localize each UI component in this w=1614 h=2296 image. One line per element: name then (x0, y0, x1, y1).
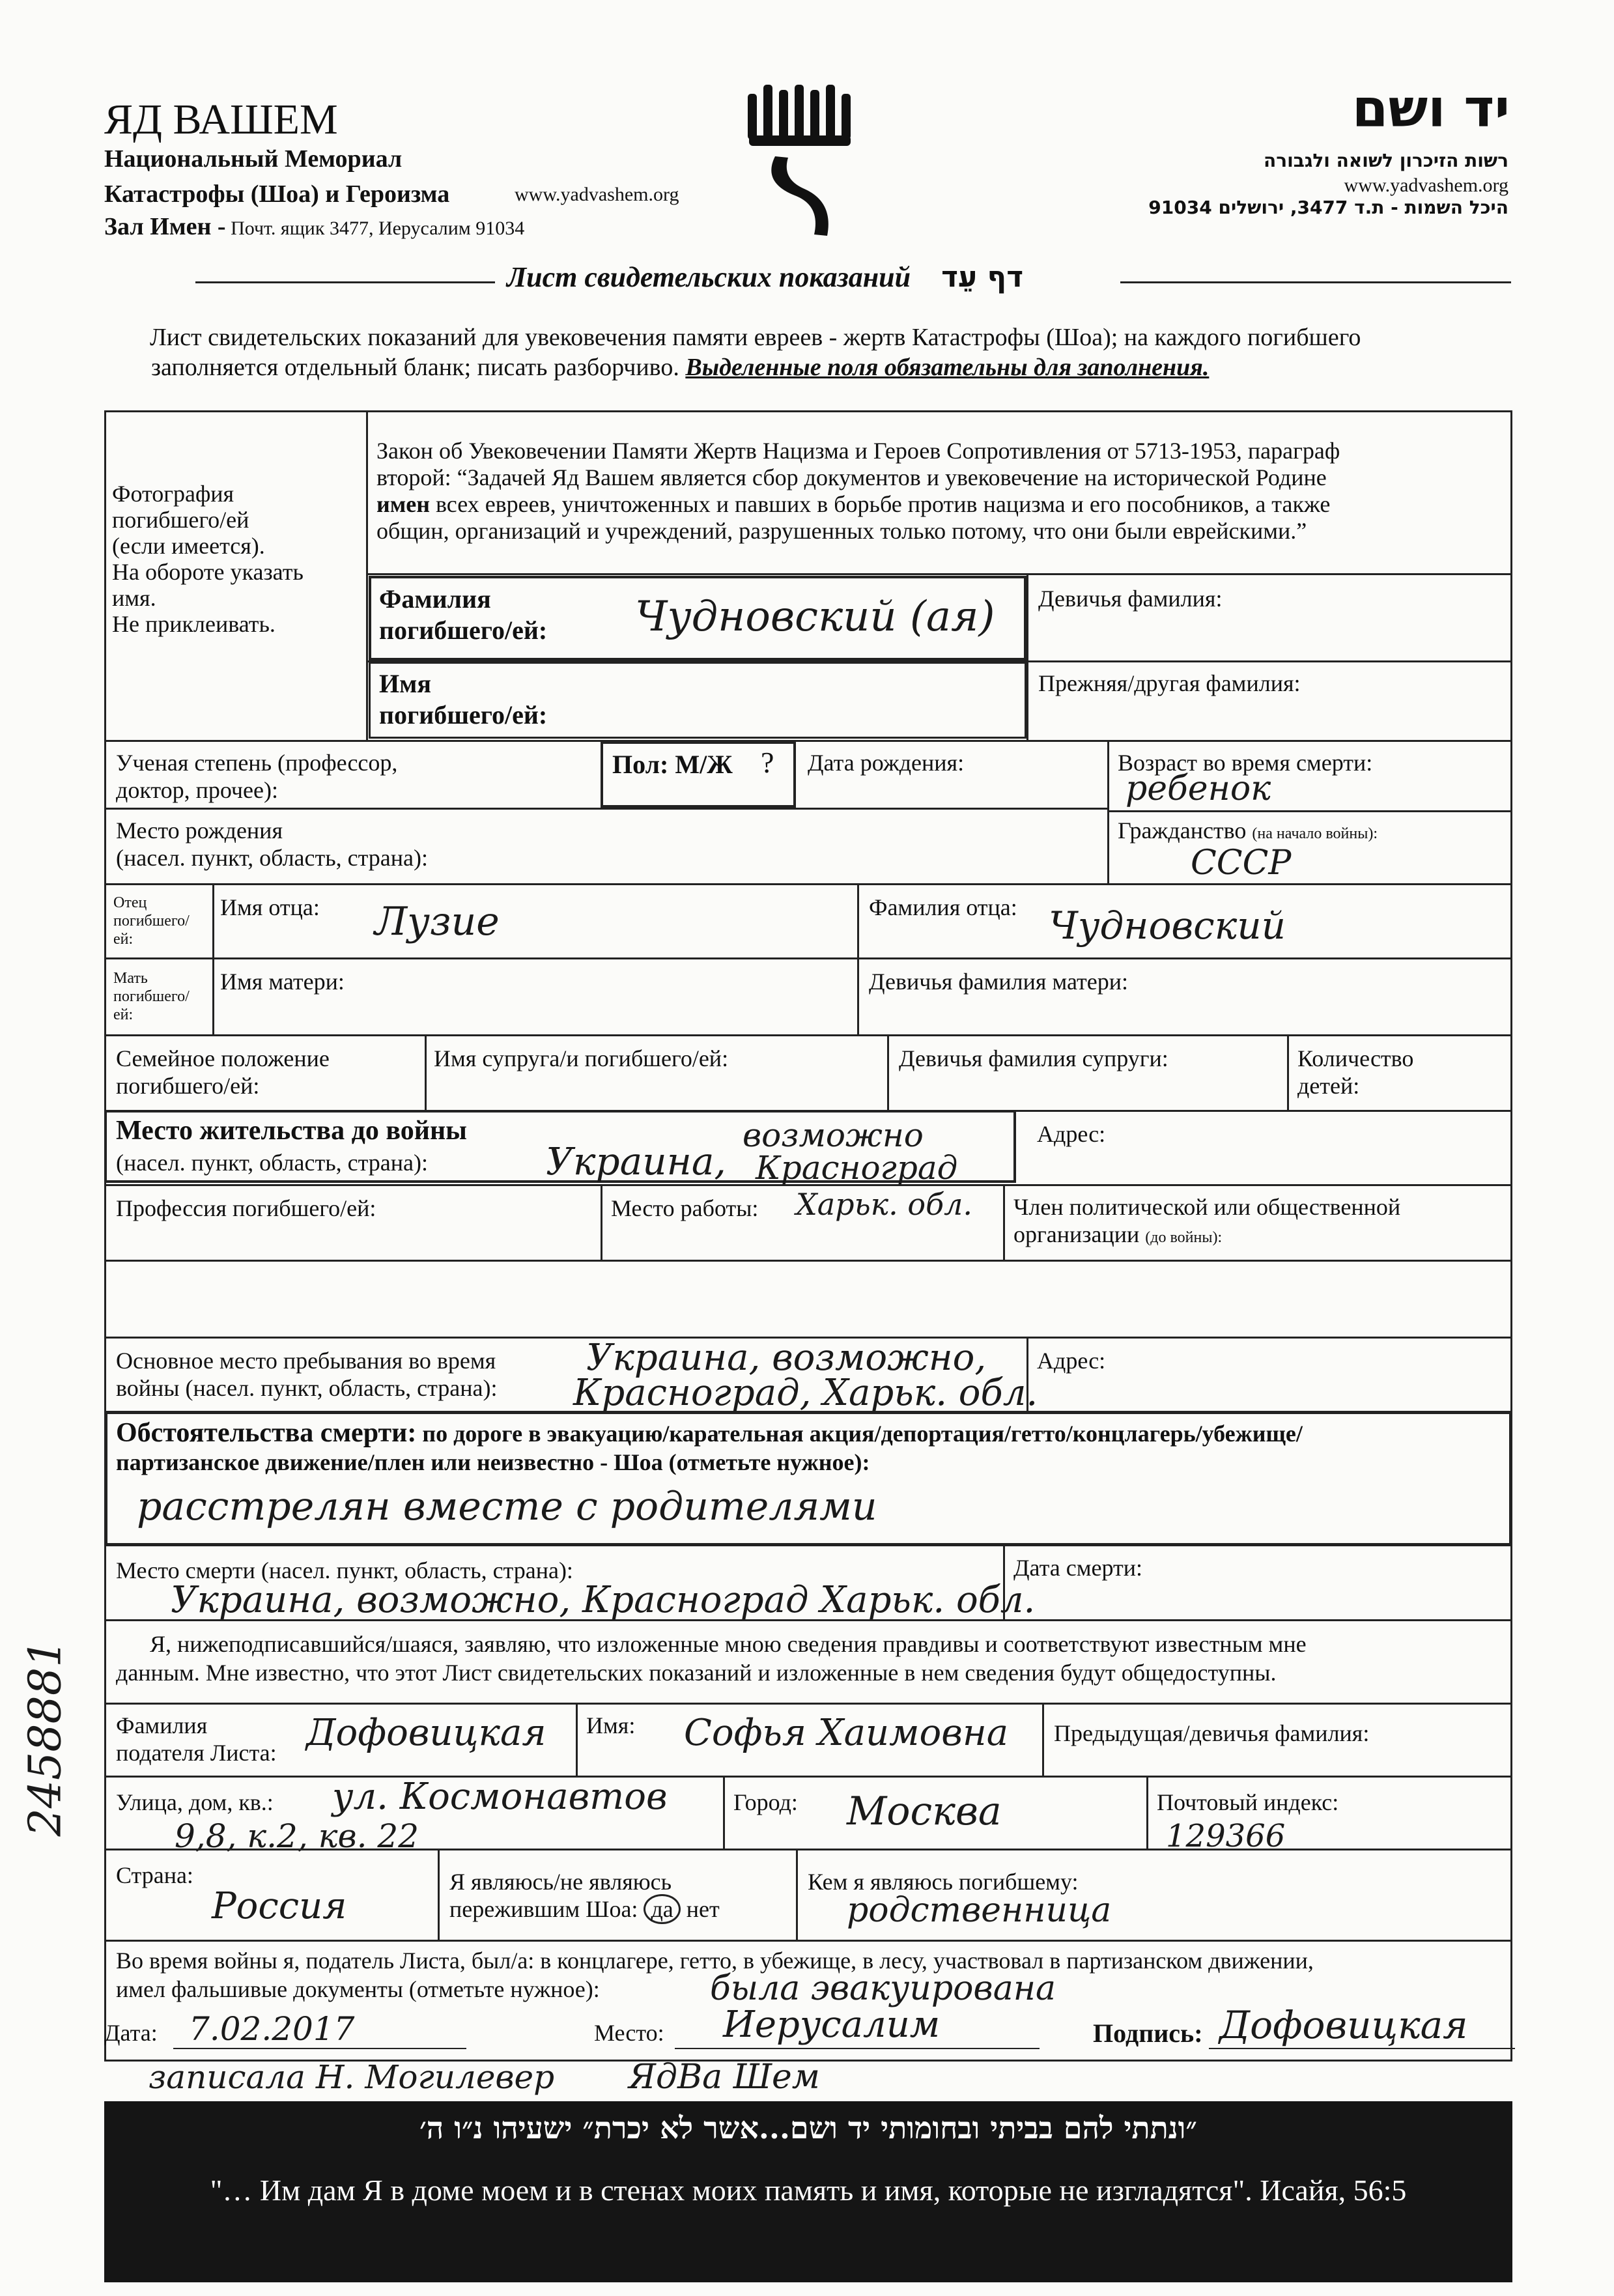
date-label: Дата: (104, 2020, 158, 2046)
father-name-value: Лузие (375, 899, 500, 944)
declaration-line2: данным. Мне известно, что этот Лист свидетельских показаний и изложенные в нем сведения будут общедоступны. (116, 1660, 1277, 1686)
citizenship-label (1118, 817, 1378, 844)
law-line3 (376, 491, 1340, 518)
photo-note (112, 481, 304, 637)
degree-label (116, 749, 397, 804)
submitter-surname-label (116, 1712, 277, 1766)
place-label: Место: (594, 2020, 664, 2046)
relation-value: родственница (847, 1891, 1112, 1930)
profession-row-bottom (104, 1260, 1512, 1262)
children-label-1: Количество (1297, 1045, 1414, 1071)
date-value: 7.02.2017 (189, 2010, 355, 2048)
degree-label-1: Ученая степень (профессор, (116, 750, 398, 776)
city-value: Москва (847, 1789, 1002, 1834)
marital-label (116, 1045, 330, 1099)
survivor-no-option[interactable]: нет (686, 1896, 720, 1922)
hall-line (104, 212, 524, 241)
signature-line (1209, 2048, 1515, 2049)
name-label-1: Имя (379, 669, 431, 698)
father-side-1: Отец (113, 894, 147, 911)
submitter-wartime-value: была эвакуирована (710, 1969, 1056, 2008)
surname-label-2: погибшего/ей: (379, 616, 548, 645)
children-label (1297, 1045, 1413, 1099)
member-label-1: Член политической или общественной (1013, 1194, 1401, 1220)
zip-label: Почтовый индекс: (1157, 1789, 1339, 1815)
submitter-wartime-top (104, 1940, 1512, 1942)
spouse-maiden-divider (887, 1034, 889, 1110)
residence-value-1: Украина, (546, 1139, 726, 1183)
member-label (1013, 1193, 1400, 1248)
photo-note-6: Не приклеивать. (112, 611, 276, 637)
children-label-2: детей: (1297, 1073, 1360, 1099)
father-row-top (104, 883, 1512, 885)
submitter-surname-value: Дофовицкая (306, 1712, 546, 1754)
father-side-2: погибшего/ (113, 913, 190, 929)
submitter-name-divider (576, 1703, 578, 1776)
marital-label-1: Семейное положение (116, 1045, 330, 1071)
photo-divider (366, 410, 368, 740)
submitter-name-value: Софья Хаимовна (684, 1712, 1009, 1754)
workplace-value: Харьк. обл. (796, 1187, 973, 1222)
death-place-value: Украина, возможно, Красноград Харьк. обл. (171, 1579, 1036, 1621)
law-line4: общин, организаций и учреждений, разрушенных только потому, что они были еврейскими.” (376, 518, 1307, 544)
survivor-divider (438, 1849, 440, 1940)
photo-note-3: (если имеется). (112, 533, 265, 559)
note-value: записала Н. Могилевер (149, 2058, 555, 2096)
member-label-org: организации (1013, 1221, 1140, 1247)
website-he[interactable]: www.yadvashem.org (1344, 175, 1508, 196)
city-label: Город: (733, 1789, 798, 1815)
mother-side-2: погибшего/ (113, 988, 190, 1005)
marital-label-2: погибшего/ей: (116, 1073, 260, 1099)
relation-label: Кем я являюсь погибшему: (808, 1869, 1079, 1895)
circumstances-line2: партизанское движение/плен или неизвестно - Шоа (отметьте нужное): (116, 1449, 870, 1475)
survivor-label-text: пережившим Шоа: (449, 1896, 638, 1922)
name-label (379, 668, 547, 731)
hall-label: Зал Имен - (104, 213, 226, 240)
intro-text: заполняется отдельный бланк; писать разборчиво. (151, 354, 679, 381)
margin-number-stamp: 2458881 (20, 1639, 72, 1837)
citizenship-label-main: Гражданство (1118, 817, 1247, 843)
place-line (675, 2048, 1040, 2049)
residence-label: Место жительства до войны (116, 1116, 467, 1146)
survivor-label (449, 1868, 720, 1923)
member-label-2 (1013, 1221, 1400, 1248)
birthdate-label: Дата рождения: (808, 750, 965, 776)
age-value: ребенок (1126, 769, 1271, 808)
death-date-divider (1003, 1546, 1005, 1619)
intro-line2 (151, 353, 1209, 382)
submitter-row-top (104, 1703, 1512, 1705)
mother-side-3: ей: (113, 1006, 134, 1023)
mother-side-label (113, 969, 190, 1024)
marital-row-top (104, 1034, 1512, 1036)
submitter-wartime-1: Во время войны я, податель Листа, был/а: в концлагере, гетто, в убежище, в лесу, участвовал в партизанском движении, (116, 1948, 1314, 1974)
website-ru[interactable]: www.yadvashem.org (515, 184, 679, 205)
survivor-yes-option[interactable]: да (644, 1894, 680, 1924)
birthplace-label-2: (насел. пункт, область, страна): (116, 845, 429, 871)
residence-value-3: Красноград (756, 1149, 958, 1187)
maiden-divider (1026, 573, 1028, 740)
signature-label: Подпись: (1093, 2019, 1203, 2048)
org-name-he: יד ושם (1352, 78, 1510, 139)
circumstances-title: Обстоятельства смерти: (116, 1418, 417, 1448)
mother-name-label: Имя матери: (220, 969, 345, 995)
wartime-address-divider (1026, 1337, 1028, 1412)
circumstances-line1 (116, 1419, 1303, 1448)
zip-divider (1146, 1776, 1148, 1849)
law-line3-bold: имен (376, 491, 430, 517)
footer-quote-ru: "… Им дам Я в доме моем и в стенах моих память и имя, которые не изгладятся". Исайя, 56:5 (210, 2174, 1407, 2207)
country-label: Страна: (116, 1862, 193, 1888)
residence-value-2: возможно (743, 1116, 924, 1154)
submitter-prev-divider (1042, 1703, 1044, 1776)
wartime-label (116, 1347, 498, 1402)
spouse-divider (425, 1034, 427, 1110)
form-title (507, 261, 1023, 294)
death-place-label: Место смерти (насел. пункт, область, страна): (116, 1557, 573, 1583)
declaration (116, 1630, 1307, 1687)
street-label: Улица, дом, кв.: (116, 1789, 274, 1815)
country-value: Россия (212, 1885, 347, 1927)
street-row-top (104, 1776, 1512, 1778)
prev-surname-label: Прежняя/другая фамилия: (1038, 670, 1301, 696)
gender-value: ? (761, 746, 774, 779)
citizenship-label-small: (на начало войны): (1252, 825, 1378, 842)
citizenship-value: СССР (1191, 843, 1292, 883)
circumstances-value: расстрелян вместе с родителями (137, 1484, 877, 1529)
survivor-label-1: Я являюсь/не являюсь (449, 1869, 672, 1895)
declaration-line1: Я, нижеподписавшийся/шаяся, заявляю, что изложенные мною сведения правдивы и соответствуют известным мне (150, 1631, 1307, 1657)
mother-row-top (104, 957, 1512, 959)
intro-line1: Лист свидетельских показаний для увековечения памяти евреев - жертв Катастрофы (Шоа); на каждого погибшего (150, 324, 1361, 351)
circumstances-options1: по дороге в эвакуацию/карательная акция/депортация/гетто/концлагерь/убежище/ (416, 1421, 1303, 1447)
wartime-value-1: Украина, возможно, (586, 1337, 987, 1379)
memorial-line2: Катастрофы (Шоа) и Героизма (104, 180, 450, 208)
submitter-wartime-2: имел фальшивые документы (отметьте нужное): (116, 1976, 600, 2002)
photo-note-1: Фотография (112, 481, 234, 507)
birthplace-label (116, 817, 428, 872)
gender-label: Пол: М/Ж (612, 750, 733, 779)
spouse-name-label: Имя супруга/и погибшего/ей: (434, 1045, 729, 1071)
title-rule-left (195, 281, 495, 283)
title-rule-right (1120, 281, 1511, 283)
age-label: Возраст во время смерти: (1118, 750, 1373, 776)
death-row-bottom (104, 1619, 1512, 1621)
member-label-small: (до войны): (1145, 1229, 1223, 1246)
father-side-label (113, 894, 190, 948)
father-side-3: ей: (113, 931, 134, 948)
yad-vashem-logo (743, 85, 860, 254)
footer-quote-he: ״ונתתי להם בביתי ובחומותי יד ושם...אשר לא יכרת״ ישעיהו נ״ו ה׳ (419, 2110, 1197, 2146)
name-label-2: погибшего/ей: (379, 700, 548, 730)
street-value-1: ул. Космонавтов (332, 1776, 668, 1818)
org-name-ru: ЯД ВАШЕМ (104, 96, 338, 143)
date-line (173, 2048, 466, 2049)
law-line3-rest: всех евреев, уничтоженных и павших в борьбе против нацизма и его пособников, а также (429, 491, 1331, 517)
submitter-surname-label-2: подателя Листа: (116, 1740, 277, 1766)
circumstances-label (116, 1419, 1303, 1477)
row-law-bottom (366, 573, 1512, 575)
residence-sub: (насел. пункт, область, страна): (116, 1150, 429, 1176)
spouse-maiden-label: Девичья фамилия супруги: (899, 1045, 1168, 1071)
form-title-he: דף עֵד (941, 261, 1024, 294)
death-date-label: Дата смерти: (1013, 1555, 1143, 1581)
photo-note-2: погибшего/ей (112, 507, 249, 533)
mother-maiden-label: Девичья фамилия матери: (869, 969, 1129, 995)
city-divider (723, 1776, 725, 1849)
photo-note-4: На обороте указать (112, 559, 304, 585)
father-surname-label: Фамилия отца: (869, 894, 1017, 920)
photo-note-5: имя. (112, 585, 156, 611)
submitter-surname-label-1: Фамилия (116, 1712, 208, 1738)
survivor-label-2 (449, 1895, 720, 1923)
degree-label-2: доктор, прочее): (116, 777, 278, 803)
street-value-2: 9,8, к.2, кв. 22 (175, 1817, 419, 1855)
father-surname-value: Чудновский (1049, 903, 1286, 948)
father-name-label: Имя отца: (220, 894, 320, 920)
relation-divider (796, 1849, 798, 1940)
workplace-label: Место работы: (611, 1195, 759, 1221)
hall-address: Почт. ящик 3477, Иерусалим 91034 (231, 218, 525, 239)
workplace-divider (601, 1184, 602, 1260)
surname-value: Чудновский (ая) (635, 593, 995, 641)
signature-value: Дофовицкая (1219, 2003, 1468, 2047)
memorial-line1: Национальный Мемориал (104, 145, 403, 173)
wartime-label-2: войны (насел. пункт, область, страна): (116, 1375, 498, 1401)
note-value-2: ЯдВа Шем (629, 2058, 820, 2097)
submitter-prev-label: Предыдущая/девичья фамилия: (1054, 1720, 1370, 1746)
birthplace-label-1: Место рождения (116, 817, 283, 843)
zip-value: 129366 (1166, 1818, 1286, 1854)
place-value: Иерусалим (723, 2004, 941, 2046)
wartime-value-2: Красноград, Харьк. обл. (573, 1372, 1038, 1414)
mother-side-1: Мать (113, 970, 148, 987)
maiden-label: Девичья фамилия: (1038, 586, 1223, 612)
row1-top (104, 740, 1512, 742)
law-line2: второй: “Задачей Яд Вашем является сбор документов и увековечение на исторической Родине (376, 464, 1327, 490)
address-label: Адрес: (1037, 1121, 1106, 1147)
form-title-ru: Лист свидетельских показаний (507, 261, 911, 293)
he-line3: היכל השמות - ת.ד 3477, ירושלים 91034 (1148, 197, 1508, 218)
intro-emphasis: Выделенные поля обязательны для заполнения. (685, 354, 1210, 381)
law-text (376, 438, 1340, 545)
profession-label: Профессия погибшего/ей: (116, 1195, 376, 1221)
country-row-top (104, 1849, 1512, 1850)
member-divider (1003, 1184, 1005, 1260)
submitter-name-label: Имя: (586, 1712, 636, 1738)
wartime-address-label: Адрес: (1037, 1348, 1106, 1374)
row1-bottom (104, 808, 1107, 810)
he-line1: רשות הזיכרון לשואה ולגבורה (1264, 150, 1508, 171)
wartime-label-1: Основное место пребывания во время (116, 1348, 496, 1374)
surname-label-1: Фамилия (379, 584, 491, 614)
age-bottom (1107, 810, 1512, 812)
law-line1: Закон об Увековечении Памяти Жертв Нацизма и Героев Сопротивления от 5713-1953, параграф (376, 438, 1340, 464)
surname-label (379, 584, 547, 646)
children-divider (1287, 1034, 1289, 1110)
